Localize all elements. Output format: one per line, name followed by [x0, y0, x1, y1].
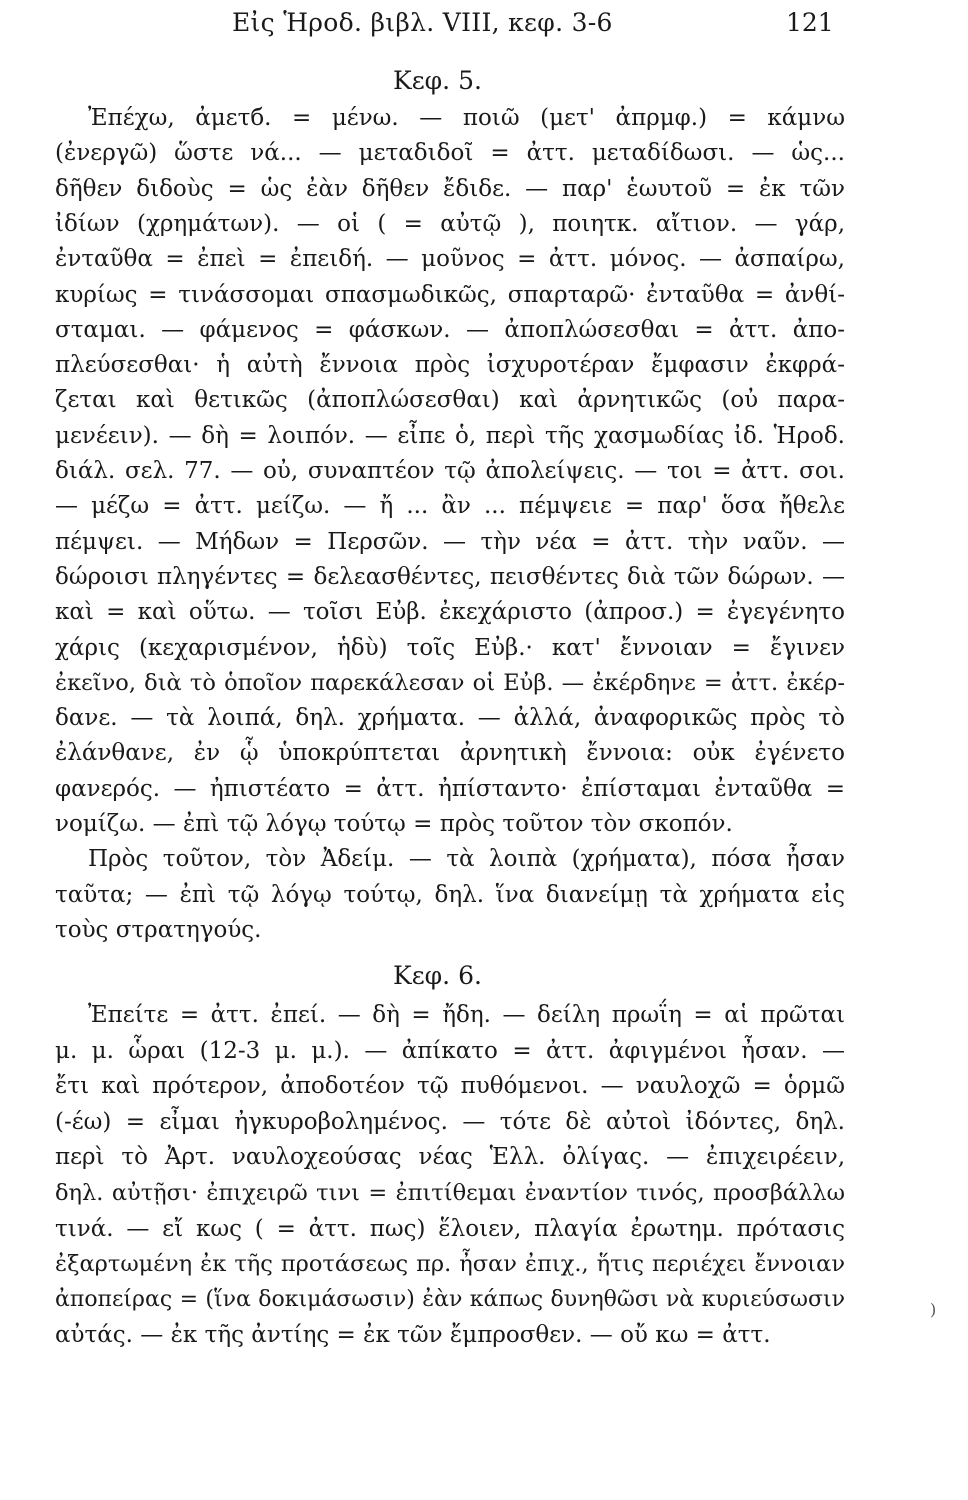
text-line: δώροισι πληγέντες = δελεασθέντες, πεισθέντες διὰ τῶν δώρων. —: [55, 564, 845, 590]
margin-mark: ): [930, 1300, 937, 1319]
text-line: Ἐπέχω, ἀμετб. = μένω. — ποιῶ (μετ' ἀπρμφ.) = κάμνω: [88, 105, 845, 131]
text-line: δῆθεν διδοὺς = ὡς ἐὰν δῆθεν ἔδιδε. — παρ' ἑωυτοῦ = ἐκ τῶν: [55, 176, 845, 202]
text-line: ἔτι καὶ πρότερον, ἀποδοτέον τῷ πυθόμενοι. — ναυλοχῶ = ὁρμῶ: [55, 1073, 845, 1099]
text-line: κυρίως = τινάσσομαι σπασμωδικῶς, σπαρταρῶ· ἐνταῦθα = ἀνθί-: [55, 282, 845, 308]
running-title: Εἰς Ἡροδ. βιβλ. VIII, κεφ. 3-6: [232, 8, 613, 37]
text-line: Ἐπείτε = ἀττ. ἐπεί. — δὴ = ἤδη. — δείλη πρωΐη = αἱ πρῶται: [88, 1002, 845, 1028]
text-line: φανερός. — ἠπιστέατο = ἀττ. ἠπίσταντο· ἐπίσταμαι ἐνταῦθα =: [55, 776, 845, 802]
text-line: χάρις (κεχαρισμένον, ἡδὺ) τοῖς Εὐβ.· κατ' ἔννοιαν = ἔγινεν: [55, 635, 845, 661]
text-line: περὶ τὸ Ἀρτ. ναυλοχεούσας νέας Ἑλλ. ὀλίγας. — ἐπιχειρέειν,: [55, 1144, 845, 1170]
text-line: Πρὸς τοῦτον, τὸν Ἀδείμ. — τὰ λοιπὰ (χρήματα), πόσα ἦσαν: [88, 846, 845, 872]
text-line: πλεύσεσθαι· ἡ αὐτὴ ἔννοια πρὸς ἰσχυροτέραν ἔμφασιν ἐκφρά-: [55, 352, 845, 378]
text-line: καὶ = καὶ οὕτω. — τοῖσι Εὐβ. ἐκεχάριστο (ἀπροσ.) = ἐγεγένητο: [55, 599, 845, 625]
text-line: αὐτάς. — ἐκ τῆς ἀντίης = ἐκ τῶν ἔμπροσθεν. — οὔ κω = ἀττ.: [55, 1322, 771, 1348]
text-line: ἐκεῖνο, διὰ τὸ ὁποῖον παρεκάλεσαν οἱ Εὐβ. — ἐκέρδηνε = ἀττ. ἐκέρ-: [55, 670, 845, 696]
text-line: ἐλάνθανε, ἐν ᾧ ὑποκρύπτεται ἀρνητικὴ ἔννοια: οὐκ ἐγένετο: [55, 740, 845, 766]
text-line: — μέζω = ἀττ. μείζω. — ἤ ... ἂν ... πέμψειε = παρ' ὅσα ἤθελε: [55, 493, 845, 519]
text-line: νομίζω. — ἐπὶ τῷ λόγῳ τούτῳ = πρὸς τοῦτον τὸν σκοπόν.: [55, 811, 733, 837]
text-line: ἐξαρτωμένη ἐκ τῆς προτάσεως πρ. ἦσαν ἐπιχ., ἥτις περιέχει ἔννοιαν: [55, 1251, 845, 1277]
text-line: μ. μ. ὧραι (12-3 μ. μ.). — ἀπίκατο = ἀττ. ἀφιγμένοι ἦσαν. —: [55, 1038, 845, 1064]
page-number: 121: [786, 8, 834, 37]
text-line: πέμψει. — Μήδων = Περσῶν. — τὴν νέα = ἀττ. τὴν ναῦν. —: [55, 529, 845, 555]
text-line: ἰδίων (χρημάτων). — οἱ ( = αὐτῷ ), ποιητκ. αἴτιον. — γάρ,: [55, 211, 845, 237]
text-line: τοὺς στρατηγούς.: [55, 917, 262, 943]
text-line: διάλ. σελ. 77. — οὐ, συναπτέον τῷ ἀπολείψεις. — τοι = ἀττ. σοι.: [55, 458, 845, 484]
text-line: δηλ. αὐτῇσι· ἐπιχειρῶ τινι = ἐπιτίθεμαι ἐναντίον τινός, προσβάλλω: [55, 1180, 845, 1206]
text-line: ταῦτα; — ἐπὶ τῷ λόγῳ τούτῳ, δηλ. ἵνα διανείμῃ τὰ χρήματα εἰς: [55, 882, 845, 908]
text-line: σταμαι. — φάμενος = φάσκων. — ἀποπλώσεσθαι = ἀττ. ἀπο-: [55, 317, 845, 343]
text-line: ἀποπείρας = (ἵνα δοκιμάσωσιν) ἐὰν κάπως δυνηθῶσι νὰ κυριεύσωσιν: [55, 1287, 845, 1312]
text-line: ἐνταῦθα = ἐπεὶ = ἐπειδή. — μοῦνος = ἀττ. μόνος. — ἀσπαίρω,: [55, 246, 845, 272]
text-line: (ἐνεργῶ) ὥστε νά... — μεταδιδοῖ = ἀττ. μεταδίδωσι. — ὡς...: [55, 140, 845, 166]
text-line: τινά. — εἴ κως ( = ἀττ. πως) ἕλοιεν, πλαγία ἐρωτημ. πρότασις: [55, 1216, 845, 1242]
text-line: δανε. — τὰ λοιπά, δηλ. χρήματα. — ἀλλά, ἀναφορικῶς πρὸς τὸ: [55, 705, 845, 731]
text-line: ζεται καὶ θετικῶς (ἀποπλώσεσθαι) καὶ ἀρνητικῶς (οὐ παρα-: [55, 387, 845, 413]
chapter-heading: Κεφ. 5.: [393, 66, 482, 95]
text-line: μενέειν). — δὴ = λοιπόν. — εἶπε ὁ, περὶ τῆς χασμωδίας ἰδ. Ἡροδ.: [55, 423, 845, 449]
chapter-heading: Κεφ. 6.: [393, 961, 482, 990]
page-header: [0, 8, 968, 48]
text-line: (-έω) = εἶμαι ἠγκυροβολημένος. — τότε δὲ αὐτοὶ ἰδόντες, δηλ.: [55, 1109, 845, 1135]
